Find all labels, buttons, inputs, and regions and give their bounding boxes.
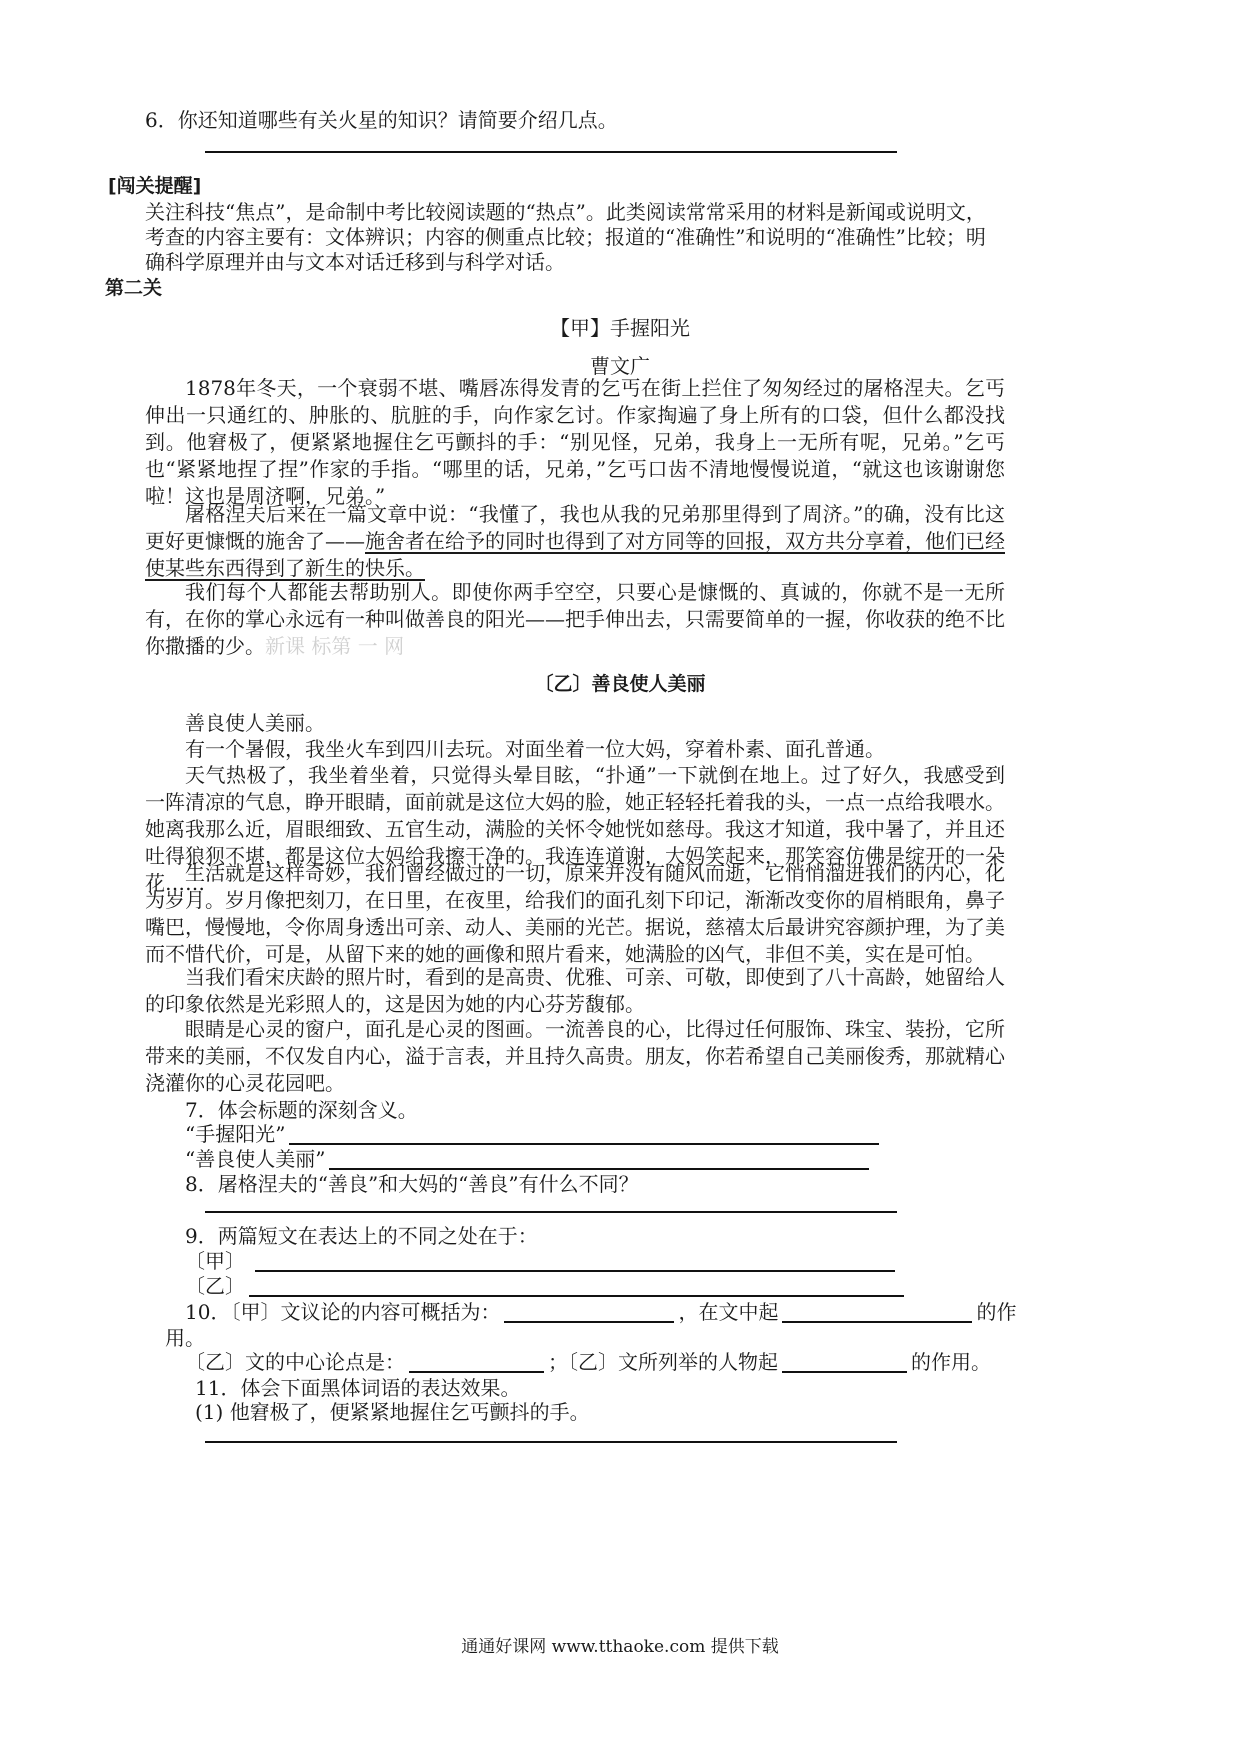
q7b-label: “善良使人美丽” [185, 1147, 326, 1171]
tip-line-2: 考查的内容主要有：文体辨识；内容的侧重点比较；报道的“准确性”和说明的“准确性”比较；明 [145, 225, 986, 249]
question-11: 11．体会下面黑体词语的表达效果。 [195, 1376, 521, 1400]
answer-line-8 [205, 1211, 897, 1213]
passage-yi-para-4: 生活就是这样奇妙，我们曾经做过的一切，原来并没有随风而逝，它悄悄溜进我们的内心，化为岁月。岁月像把刻刀，在日里，在夜里，给我们的面孔刻下印记，渐渐改变你的眉梢眼角，鼻子嘴巴，慢慢地，令你周身透出可亲、动人、美丽的光芒。据说，慈禧太后最讲究容颜护理，为了美而不惜代价，可是，从留下来的她的画像和照片看来，她满脸的凶气，非但不美，实在是可怕。 [145, 861, 1005, 966]
q10-text-2: ，在文中起 [678, 1300, 779, 1324]
answer-blank-10c[interactable] [409, 1349, 544, 1373]
section-heading: 第二关 [105, 277, 163, 299]
answer-blank-10b[interactable] [782, 1299, 972, 1323]
answer-line [205, 151, 897, 153]
answer-blank-7b[interactable] [329, 1146, 869, 1170]
underlined-sentence: 施舍者在给予的同时也得到了对方同等的回报，双方共分享着，他们已经使某些东西得到了新生的快乐。 [145, 529, 1005, 580]
watermark-text: 新课 标第 一 网 [265, 634, 405, 658]
q10-text-1: 10．〔甲〕文议论的内容可概括为： [185, 1300, 501, 1324]
answer-blank-9a[interactable] [255, 1248, 895, 1272]
q10-text-6: ；〔乙〕文所列举的人物起 [548, 1350, 778, 1374]
q9b-label: 〔乙〕 [185, 1274, 245, 1298]
passage-jia-author: 曹文广 [590, 354, 650, 378]
passage-yi-para-5: 当我们看宋庆龄的照片时，看到的是高贵、优雅、可亲、可敬，即使到了八十高龄，她留给人的印象依然是光彩照人的，这是因为她的内心芬芳馥郁。 [145, 965, 1005, 1016]
question-8: 8．屠格涅夫的“善良”和大妈的“善良”有什么不同？ [185, 1172, 639, 1196]
passage-yi-para-3: 天气热极了，我坐着坐着，只觉得头晕目眩，“扑通”一下就倒在地上。过了好久，我感受到一阵清凉的气息，睁开眼睛，面前就是这位大妈的脸，她正轻轻托着我的头，一点一点给我喂水。她离我那么近，眉眼细致、五官生动，满脸的关怀令她恍如慈母。我这才知道，我中暑了，并且还吐得狼狈不堪，都是这位大妈给我擦干净的。我连连道谢，大妈笑起来，那笑容仿佛是绽开的一朵花…… [145, 763, 1005, 895]
answer-blank-7a[interactable] [289, 1121, 879, 1145]
q7a-label: “手握阳光” [185, 1122, 286, 1146]
answer-blank-9b[interactable] [249, 1273, 904, 1297]
q9a-label: 〔甲〕 [185, 1249, 245, 1273]
passage-jia-para-3 [145, 579, 1005, 660]
answer-blank-10a[interactable] [504, 1299, 674, 1323]
passage-jia-para-2 [145, 501, 1005, 582]
q10-text-5: 〔乙〕文的中心论点是： [185, 1350, 405, 1374]
q10-text-7: 的作用。 [911, 1350, 991, 1374]
question-9: 9．两篇短文在表达上的不同之处在于： [185, 1224, 538, 1248]
passage-yi-para-1: 善良使人美丽。 [185, 711, 325, 735]
question-6: 6．你还知道哪些有关火星的知识？请简要介绍几点。 [145, 108, 618, 132]
passage-jia-para-1: 1878年冬天，一个衰弱不堪、嘴唇冻得发青的乞丐在街上拦住了匆匆经过的屠格涅夫。乞丐伸出一只通红的、肿胀的、肮脏的手，向作家乞讨。作家掏遍了身上所有的口袋，但什么都没找到。他窘极了，便紧紧地握住乞丐颤抖的手：“别见怪，兄弟，我身上一无所有呢，兄弟。”乞丐也“紧紧地捏了捏”作家的手指。“哪里的话，兄弟，”乞丐口齿不清地慢慢说道，“就这也该谢谢您啦！这也是周济啊，兄弟。” [145, 376, 1005, 508]
answer-blank-10d[interactable] [782, 1349, 907, 1373]
question-10-line-2: 用。 [165, 1326, 205, 1350]
question-7: 7．体会标题的深刻含义。 [185, 1098, 418, 1122]
passage-yi-title: 〔乙〕善良使人美丽 [534, 673, 706, 695]
passage-jia-title: 【甲】手握阳光 [550, 316, 690, 340]
para-2-text: 屠格涅夫后来在一篇文章中说：“我懂了，我也从我的兄弟那里得到了周济。”的确，没有比这更好更慷慨的施舍了—— [145, 502, 1005, 553]
passage-yi-para-6: 眼睛是心灵的窗户，面孔是心灵的图画。一流善良的心，比得过任何服饰、珠宝、装扮，它所带来的美丽，不仅发自内心，溢于言表，并且持久高贵。朋友，你若希望自己美丽俊秀，那就精心浇灌你的心灵花园吧。 [145, 1017, 1005, 1095]
tip-line-3: 确科学原理并由与文本对话迁移到与科学对话。 [145, 250, 565, 274]
q10-text-3: 的作 [976, 1300, 1017, 1324]
tip-heading: [闯关提醒] [108, 175, 202, 197]
para-3-text: 我们每个人都能去帮助别人。即使你两手空空，只要心是慷慨的、真诚的，你就不是一无所有，在你的掌心永远有一种叫做善良的阳光——把手伸出去，只需要简单的一握，你收获的绝不比你撒播的少。 [145, 580, 1005, 658]
question-11a: (1) 他窘极了，便紧紧地握住乞丐颤抖的手。 [195, 1400, 590, 1424]
passage-yi-para-2: 有一个暑假，我坐火车到四川去玩。对面坐着一位大妈，穿着朴素、面孔普通。 [185, 737, 885, 761]
answer-line-11a [205, 1441, 897, 1443]
tip-line-1: 关注科技“焦点”，是命制中考比较阅读题的“热点”。此类阅读常常采用的材料是新闻或说明文， [145, 200, 986, 224]
page-footer: 通通好课网 www.tthaoke.com 提供下载 [461, 1637, 779, 1657]
